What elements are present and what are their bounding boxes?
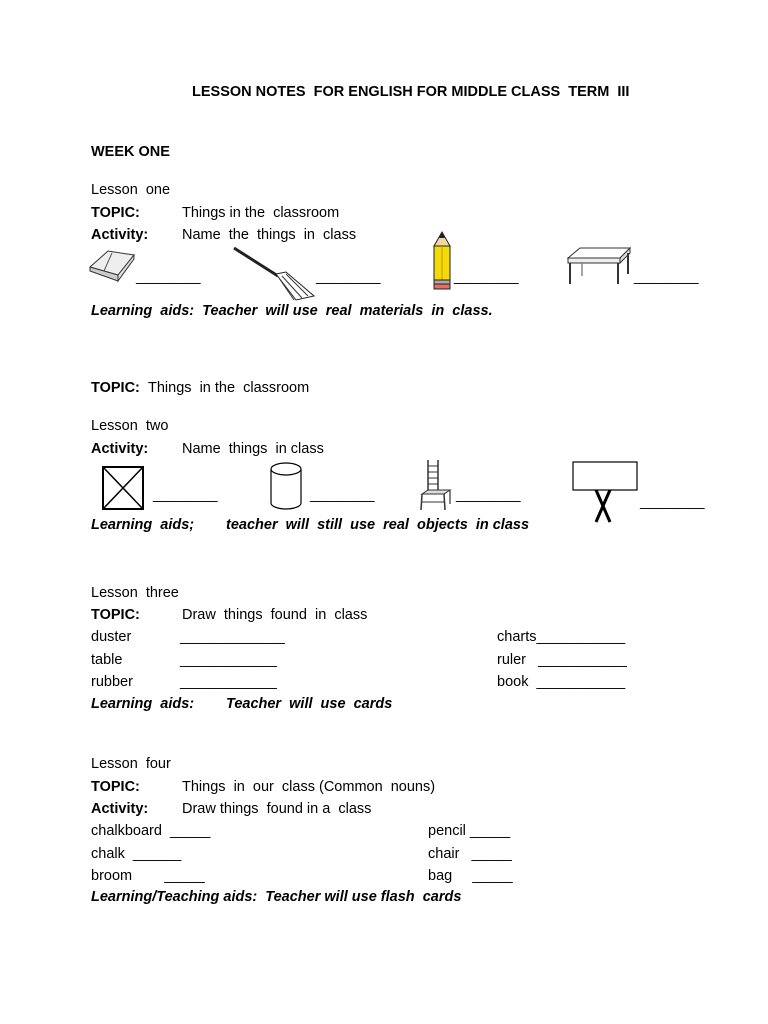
item-chair: chair _____ [428,846,512,862]
item-charts: charts___________ [497,629,626,645]
lesson-four-activity: Draw things found in a class [182,801,372,817]
lesson-two-activity: Name things in class [182,441,324,457]
cylinder-icon [269,461,303,511]
pencil-icon [430,230,454,290]
item-book: book ___________ [497,674,626,690]
blank-duster-line: _____________ [180,629,285,645]
blank-duster: ________ [153,487,218,503]
chair-icon [418,458,452,512]
item-broom: broom _____ [91,868,205,884]
blank-pencil: ________ [454,269,519,285]
blank-table: ________ [634,269,699,285]
item-table: table [91,652,123,668]
table-icon [564,244,634,286]
duster-box-icon [102,466,144,510]
lesson-four-activity-label: Activity: [91,801,149,817]
item-chalkboard: chalkboard _____ [91,823,211,839]
lesson-one-topic-label: TOPIC: [91,205,140,221]
lesson-one-activity-label: Activity: [91,227,149,243]
chalkboard-stand-icon [572,460,640,524]
lesson-two-activity-label: Activity: [91,441,149,457]
lesson-one-activity: Name the things in class [182,227,357,243]
blank-table-line: ____________ [180,652,277,668]
blank-rubber-line: ____________ [180,674,277,690]
lesson-two-aids: teacher will still use real objects in class [226,517,530,533]
item-duster: duster [91,629,132,645]
week-heading: WEEK ONE [91,144,170,160]
blank-chair: ________ [456,487,521,503]
lesson-four-topic-label: TOPIC: [91,779,140,795]
item-ruler: ruler ___________ [497,652,627,668]
item-bag: bag _____ [428,868,513,884]
lesson-four-aids: Learning/Teaching aids: Teacher will use flash cards [91,889,462,905]
lesson-three-topic-label: TOPIC: [91,607,140,623]
document-title: LESSON NOTES FOR ENGLISH FOR MIDDLE CLASS TERM III [192,84,630,100]
lesson-three-heading: Lesson three [91,585,179,601]
book-icon [88,245,138,285]
lesson-one-aids: Learning aids: Teacher will use real materials in class. [91,303,493,319]
lesson-four-topic: Things in our class (Common nouns) [182,779,436,795]
lesson-one-topic: Things in the classroom [182,205,340,221]
item-pencil: pencil _____ [428,823,511,839]
lesson-two-aids-label: Learning aids; [91,517,195,533]
lesson-two-heading: Lesson two [91,418,169,434]
lesson-three-topic: Draw things found in class [182,607,368,623]
blank-cylinder: ________ [310,487,375,503]
blank-chalkboard-stand: ________ [640,494,705,510]
lesson-four-heading: Lesson four [91,756,171,772]
blank-broom: ________ [316,269,381,285]
blank-book: ________ [136,269,201,285]
topic-two-label: TOPIC: [91,380,140,396]
lesson-three-aids-label: Learning aids: [91,696,195,712]
item-chalk: chalk ______ [91,846,182,862]
lesson-one-heading: Lesson one [91,182,171,198]
item-rubber: rubber [91,674,133,690]
broom-icon [232,246,316,302]
lesson-three-aids: Teacher will use cards [226,696,393,712]
topic-two-text: Things in the classroom [148,380,310,396]
